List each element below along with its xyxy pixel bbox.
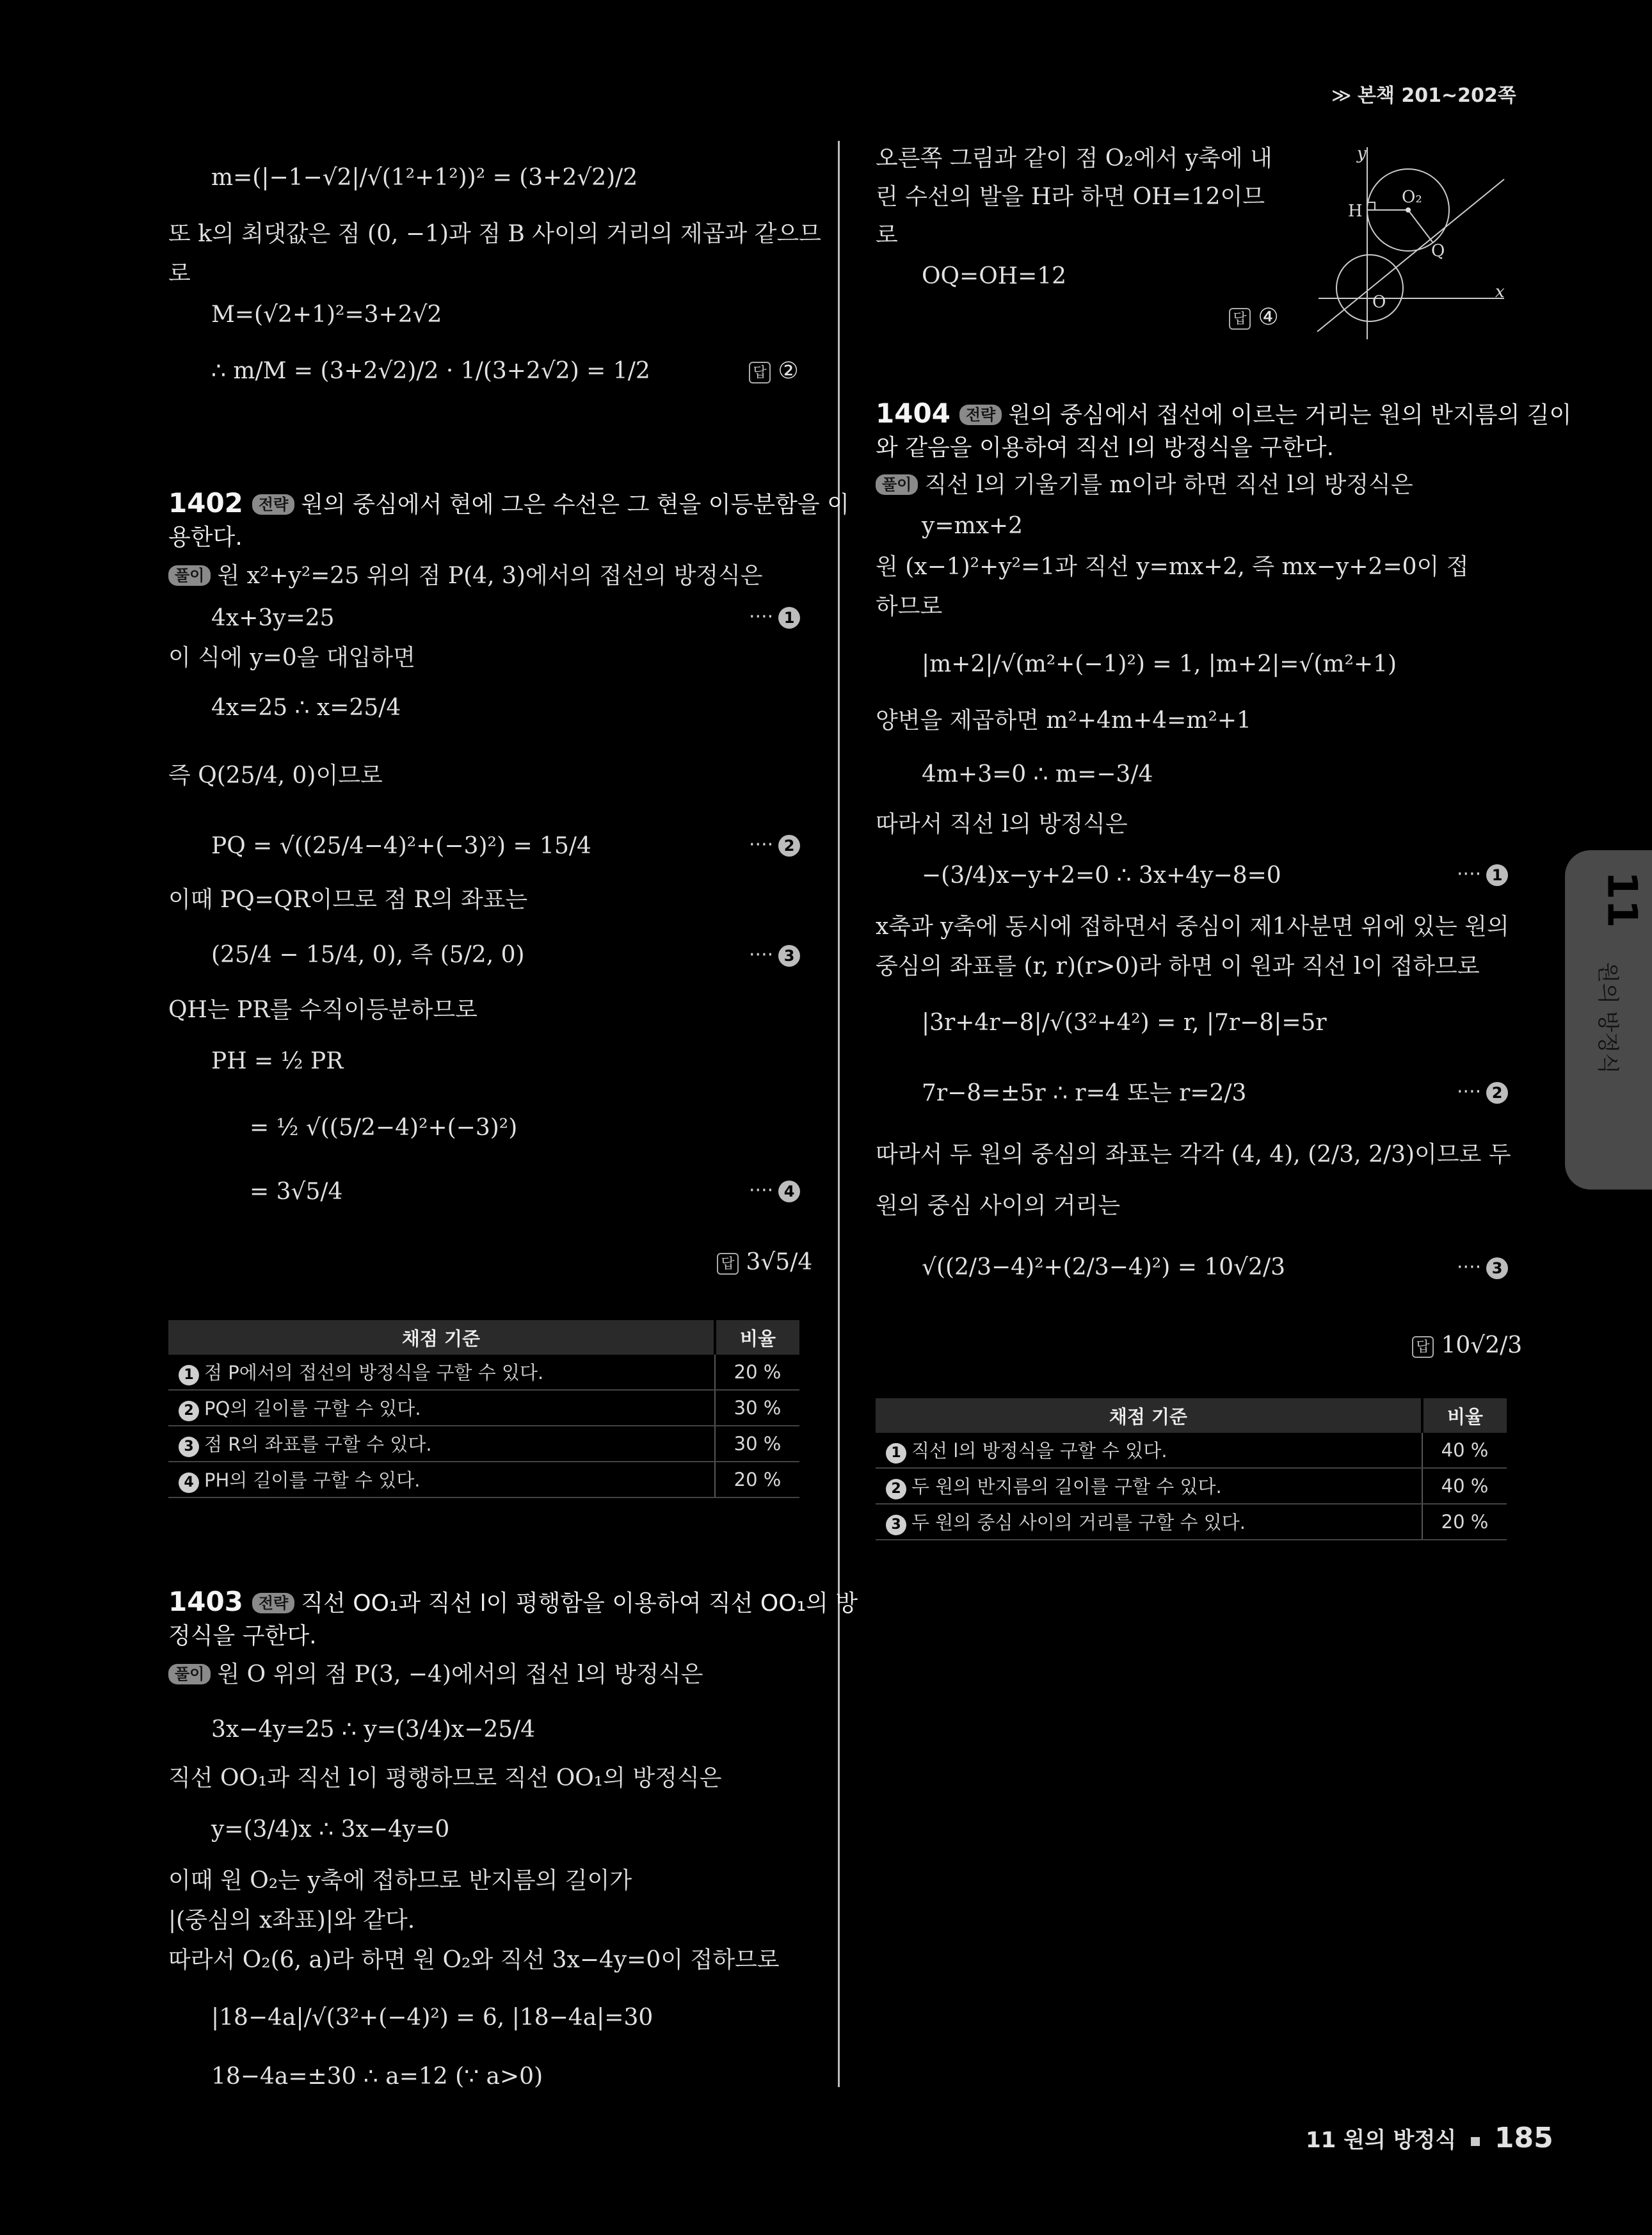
side-tab-number: 11	[1598, 871, 1646, 928]
step-marker-1: ···· 1	[1457, 863, 1508, 886]
strategy-text: 직선 OO₁과 직선 l이 평행함을 이용하여 직선 OO₁의 방	[301, 1590, 858, 1617]
problem-1404-l15: 원의 중심 사이의 거리는	[876, 1193, 1121, 1219]
problem-1402-l1	[168, 562, 763, 590]
problem-1402-l9: QH는 PR를 수직이등분하므로	[168, 997, 477, 1023]
answer-icon: 답	[749, 362, 771, 383]
solution-line: 원 x²+y²=25 위의 점 P(4, 3)에서의 접선의 방정식은	[217, 563, 763, 589]
problem-1403-heading	[168, 1585, 858, 1620]
problem-1402-answer	[717, 1248, 812, 1277]
problem-1403-l5: 이때 원 O₂는 y축에 접하므로 반지름의 길이가	[168, 1868, 632, 1894]
right-cont4: OQ=OH=12	[922, 263, 1067, 289]
problem-1404-answer	[1412, 1332, 1522, 1360]
fig-q-label: Q	[1431, 241, 1445, 261]
problem-1404-l3: 원 (x−1)²+y²=1과 직선 y=mx+2, 즉 mx−y+2=0이 접	[876, 554, 1469, 580]
problem-1402-l11: = ½ √((5/2−4)²+(−3)²)	[250, 1115, 518, 1141]
tangent-circles-figure	[1312, 141, 1517, 346]
left-cont-answer	[749, 357, 799, 385]
fig-x-label: x	[1495, 282, 1505, 302]
problem-1402-l7: 이때 PQ=QR이므로 점 R의 좌표는	[168, 887, 528, 913]
grading-head-criteria: 채점 기준	[168, 1320, 715, 1355]
solution-line: 직선 l의 기울기를 m이라 하면 직선 l의 방정식은	[924, 472, 1413, 498]
header-ref-text: 본책 201~202쪽	[1357, 85, 1516, 107]
left-cont-M: M=(√2+1)²=3+2√2	[211, 302, 442, 328]
grading-head-criteria: 채점 기준	[876, 1398, 1422, 1433]
left-cont-text2: 로	[168, 261, 191, 287]
answer-value: 3√5/4	[746, 1249, 813, 1275]
answer-icon: 답	[1229, 308, 1251, 330]
problem-1404-strategy2: 와 같음을 이용하여 직선 l의 방정식을 구한다.	[876, 435, 1335, 461]
step-marker-1: ···· 1	[749, 606, 800, 629]
solution-tag: 풀이	[168, 565, 211, 586]
problem-1403-l7: 따라서 O₂(6, a)라 하면 원 O₂와 직선 3x−4y=0이 접하므로	[168, 1947, 780, 1973]
problem-1404-l7: 4m+3=0 ∴ m=−3/4	[922, 761, 1153, 787]
right-cont3: 로	[876, 222, 898, 248]
problem-1402-l12: = 3√5/4	[250, 1179, 343, 1205]
fig-o2-label: O₂	[1402, 188, 1422, 207]
step-marker-4: ···· 4	[749, 1179, 800, 1202]
page-header-ref	[1331, 82, 1516, 110]
answer-icon: 답	[717, 1253, 739, 1275]
chapter-side-tab[interactable]	[1565, 850, 1652, 1190]
problem-1404-l14: 따라서 두 원의 중심의 좌표는 각각 (4, 4), (2/3, 2/3)이므로 두	[876, 1142, 1511, 1168]
answer-value: ②	[778, 358, 799, 384]
problem-number: 1404	[876, 398, 950, 429]
step-marker-2: ···· 2	[749, 834, 800, 857]
problem-1404-l2: y=mx+2	[922, 513, 1023, 539]
solution-tag: 풀이	[876, 474, 918, 495]
right-cont1: 오른쪽 그림과 같이 점 O₂에서 y축에 내	[876, 145, 1272, 172]
problem-1403-l2: 3x−4y=25 ∴ y=(3/4)x−25/4	[211, 1716, 536, 1743]
strategy-tag: 전략	[252, 494, 294, 515]
answer-value: 10√2/3	[1441, 1332, 1523, 1359]
table-row: 4 PH의 길이를 구할 수 있다. 20 %	[168, 1462, 799, 1497]
header-arrow-icon: ≫	[1331, 85, 1352, 107]
problem-1402-l10: PH = ½ PR	[211, 1048, 344, 1074]
problem-1404-l11: 중심의 좌표를 (r, r)(r>0)라 하면 이 원과 직선 l이 접하므로	[876, 953, 1480, 980]
problem-number: 1402	[168, 487, 243, 519]
problem-1402-heading	[168, 487, 849, 522]
right-cont2: 린 수선의 발을 H라 하면 OH=12이므	[876, 184, 1265, 210]
problem-1403-l8: |18−4a|/√(3²+(−4)²) = 6, |18−4a|=30	[211, 2005, 654, 2031]
problem-1403-strategy2: 정식을 구한다.	[168, 1623, 317, 1649]
page-footer	[1306, 2124, 1553, 2154]
step-marker-2: ···· 2	[1457, 1081, 1508, 1104]
page-number: 185	[1494, 2122, 1553, 2154]
problem-1402-l5: 즉 Q(25/4, 0)이므로	[168, 762, 383, 789]
table-row: 1 점 P에서의 접선의 방정식을 구할 수 있다. 20 %	[168, 1355, 799, 1390]
footer-chapter: 11 원의 방정식	[1306, 2127, 1457, 2153]
step-marker-3: ···· 3	[1457, 1256, 1508, 1279]
grading-head-ratio: 비율	[715, 1320, 799, 1355]
left-cont-ratio: ∴ m/M = (3+2√2)/2 · 1/(3+2√2) = 1/2	[211, 358, 650, 384]
table-row: 2 두 원의 반지름의 길이를 구할 수 있다. 40 %	[876, 1468, 1507, 1504]
side-tab-title: 원의 방정식	[1594, 962, 1621, 1074]
problem-1402-l3: 이 식에 y=0을 대입하면	[168, 645, 415, 671]
grading-head-ratio: 비율	[1422, 1398, 1507, 1433]
fig-h-label: H	[1348, 202, 1363, 221]
right-cont-answer	[1229, 303, 1279, 332]
answer-value: ④	[1258, 304, 1279, 330]
table-row: 3 두 원의 중심 사이의 거리를 구할 수 있다. 20 %	[876, 1504, 1507, 1540]
problem-1404-heading	[876, 397, 1571, 432]
strategy-text: 원의 중심에서 접선에 이르는 거리는 원의 반지름의 길이	[1008, 402, 1572, 428]
answer-icon: 답	[1412, 1336, 1434, 1358]
problem-1403-l1	[168, 1661, 703, 1689]
problem-1404-l12: |3r+4r−8|/√(3²+4²) = r, |7r−8|=5r	[922, 1010, 1327, 1036]
step-marker-3: ···· 3	[749, 944, 800, 967]
strategy-text: 원의 중심에서 현에 그은 수선은 그 현을 이등분함을 이	[301, 492, 849, 518]
table-row: 1 직선 l의 방정식을 구할 수 있다. 40 %	[876, 1433, 1507, 1468]
problem-1404-l5: |m+2|/√(m²+(−1)²) = 1, |m+2|=√(m²+1)	[922, 651, 1397, 677]
table-row: 2 PQ의 길이를 구할 수 있다. 30 %	[168, 1390, 799, 1426]
footer-square-icon	[1471, 2137, 1480, 2146]
problem-1403-l4: y=(3/4)x ∴ 3x−4y=0	[211, 1816, 450, 1843]
left-cont-text1: 또 k의 최댓값은 점 (0, −1)과 점 B 사이의 거리의 제곱과 같으므	[168, 221, 821, 247]
problem-1404-l9: −(3/4)x−y+2=0 ∴ 3x+4y−8=0	[922, 862, 1281, 889]
solution-line: 원 O 위의 점 P(3, −4)에서의 접선 l의 방정식은	[217, 1661, 703, 1688]
problem-1402-l8: (25/4 − 15/4, 0), 즉 (5/2, 0)	[211, 942, 525, 968]
left-cont-m: m=(|−1−√2|/√(1²+1²))² = (3+2√2)/2	[211, 165, 638, 191]
problem-1404-l1	[876, 471, 1413, 499]
problem-1402-strategy2: 용한다.	[168, 524, 243, 551]
problem-1404-l10: x축과 y축에 동시에 접하면서 중심이 제1사분면 위에 있는 원의	[876, 914, 1509, 940]
problem-1402-l6: PQ = √((25/4−4)²+(−3)²) = 15/4	[211, 833, 591, 859]
problem-1404-l13: 7r−8=±5r ∴ r=4 또는 r=2/3	[922, 1080, 1247, 1106]
problem-number: 1403	[168, 1586, 243, 1617]
problem-1404-l6: 양변을 제곱하면 m²+4m+4=m²+1	[876, 707, 1251, 734]
problem-1404-l16: √((2/3−4)²+(2/3−4)²) = 10√2/3	[922, 1254, 1285, 1280]
problem-1403-l9: 18−4a=±30 ∴ a=12 (∵ a>0)	[211, 2063, 543, 2090]
strategy-tag: 전략	[959, 405, 1002, 425]
fig-o-label: O	[1372, 293, 1386, 312]
problem-1402-l2: 4x+3y=25	[211, 605, 335, 631]
problem-1402-l4: 4x=25 ∴ x=25/4	[211, 695, 401, 721]
problem-1404-l4: 하므로	[876, 593, 943, 620]
fig-y-label: y	[1357, 144, 1367, 163]
problem-1403-l6: |(중심의 x좌표)|와 같다.	[168, 1907, 415, 1933]
strategy-tag: 전략	[252, 1593, 294, 1613]
problem-1403-l3: 직선 OO₁과 직선 l이 평행하므로 직선 OO₁의 방정식은	[168, 1765, 722, 1791]
table-row: 3 점 R의 좌표를 구할 수 있다. 30 %	[168, 1426, 799, 1462]
solution-tag: 풀이	[168, 1664, 211, 1684]
grading-table-1404	[876, 1398, 1507, 1540]
grading-table-1402	[168, 1320, 799, 1498]
column-divider	[838, 141, 840, 2087]
problem-1404-l8: 따라서 직선 l의 방정식은	[876, 811, 1128, 837]
